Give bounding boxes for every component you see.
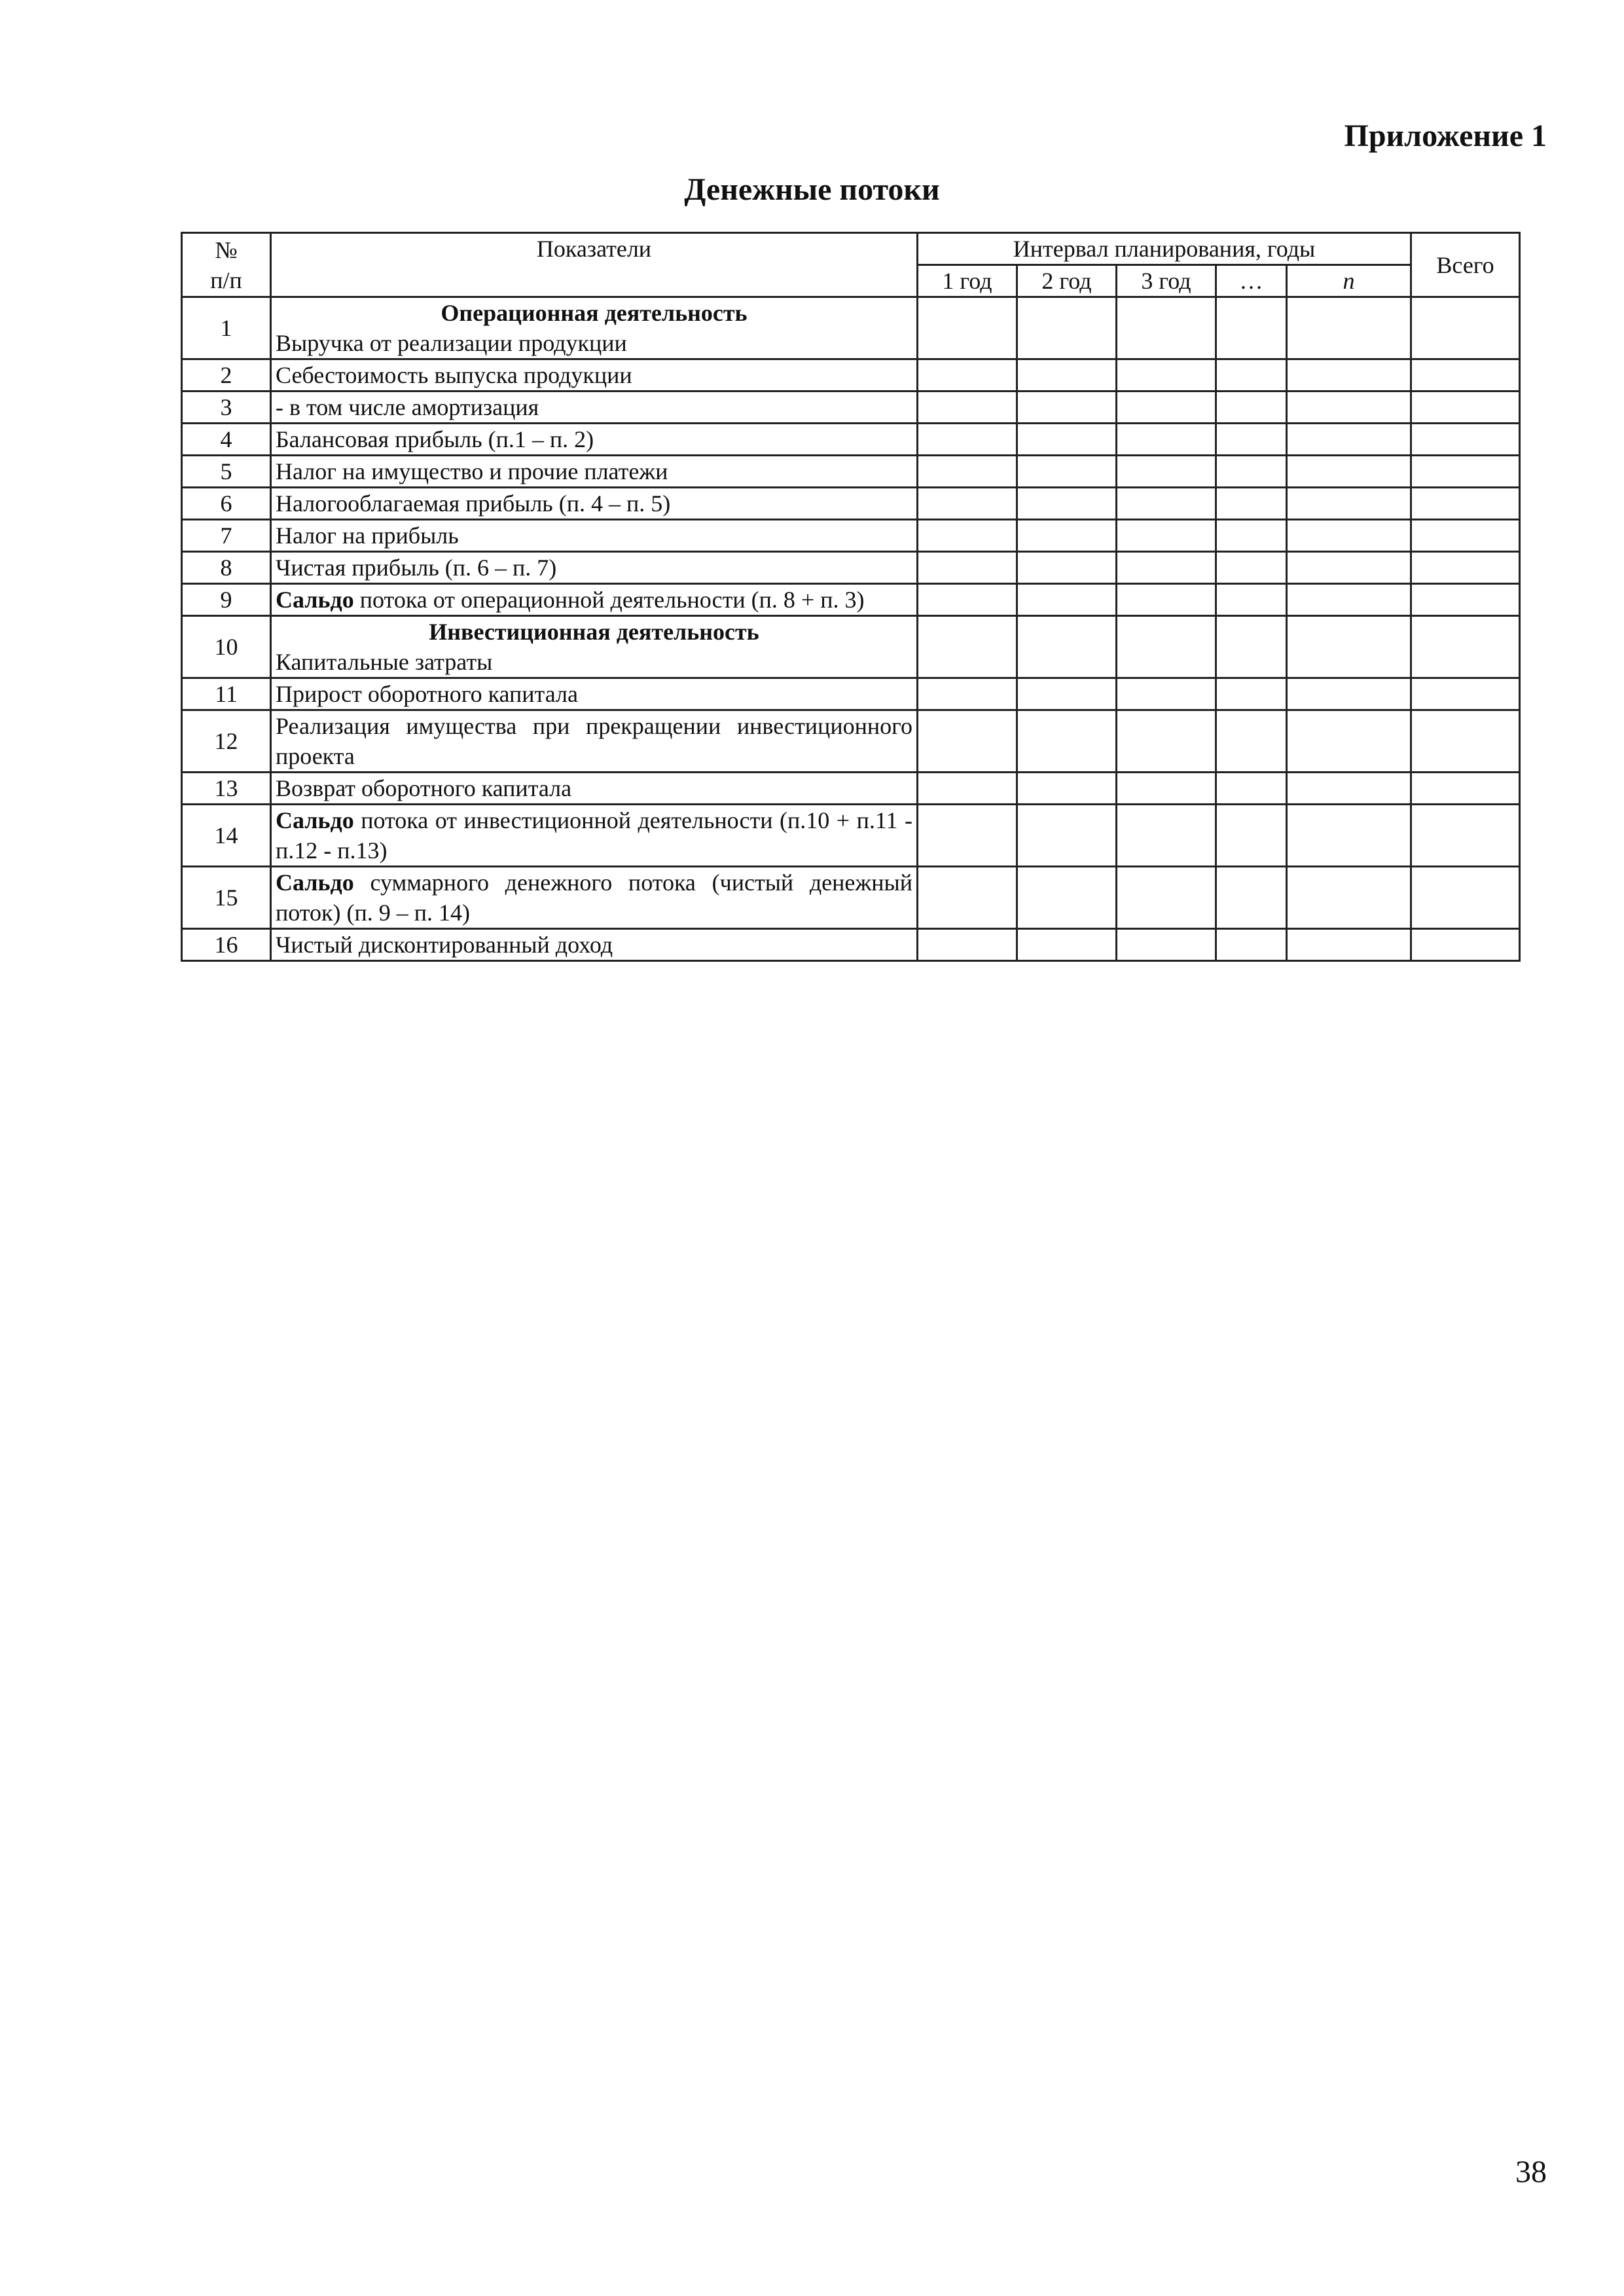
total-value-cell [1411,805,1520,867]
row-number: 10 [182,616,271,678]
year-value-cell [918,867,1017,929]
total-value-cell [1411,710,1520,773]
year-value-cell [1117,359,1216,392]
year-value-cell [918,678,1017,710]
header-num [182,233,271,297]
indicator-text: Капитальные затраты [276,649,493,675]
year-value-cell [1017,805,1117,867]
year-value-cell [1287,584,1411,616]
year-value-cell [1287,552,1411,584]
indicator-text: потока от операционной деятельности (п. 8 + п. 3) [353,587,865,613]
year-value-cell [1287,678,1411,710]
year-value-cell [918,297,1017,359]
year-value-cell [1287,867,1411,929]
total-value-cell [1411,297,1520,359]
header-year-3: 3 год [1117,265,1216,297]
row-indicator [271,678,918,710]
table-row [182,773,1520,805]
indicator-bold: Сальдо [276,807,354,833]
indicator-text: Балансовая прибыль (п.1 – п. 2) [276,426,594,452]
year-value-cell [1017,773,1117,805]
year-value-cell [1287,297,1411,359]
row-number: 4 [182,424,271,456]
year-value-cell [1117,488,1216,520]
year-value-cell [1287,805,1411,867]
year-value-cell [1287,456,1411,488]
year-value-cell [1017,424,1117,456]
year-value-cell [918,359,1017,392]
row-indicator [271,297,918,359]
year-value-cell [1117,710,1216,773]
section-heading: Операционная деятельность [441,300,748,326]
year-value-cell [1216,424,1287,456]
year-value-cell [1216,929,1287,961]
total-value-cell [1411,584,1520,616]
row-indicator [271,456,918,488]
year-value-cell [1017,867,1117,929]
row-number: 7 [182,520,271,552]
table-row [182,456,1520,488]
year-value-cell [1287,710,1411,773]
total-value-cell [1411,552,1520,584]
year-value-cell [1216,520,1287,552]
year-value-cell [1017,488,1117,520]
year-value-cell [918,488,1017,520]
table-row [182,616,1520,678]
row-indicator [271,867,918,929]
header-year-1: 1 год [918,265,1017,297]
indicator-text: Выручка от реализации продукции [276,330,627,356]
table-row [182,359,1520,392]
indicator-text: Реализация имущества при прекращении инвестиционного проекта [276,713,912,769]
year-value-cell [1216,552,1287,584]
year-value-cell [1216,488,1287,520]
year-value-cell [1216,456,1287,488]
row-indicator [271,710,918,773]
table-row [182,710,1520,773]
year-value-cell [1017,392,1117,424]
table-row [182,424,1520,456]
table-row [182,520,1520,552]
indicator-text: Чистая прибыль (п. 6 – п. 7) [276,555,557,581]
year-value-cell [918,424,1017,456]
row-number: 3 [182,392,271,424]
page-number: 38 [1515,2155,1547,2189]
indicator-text: Чистый дисконтированный доход [276,932,613,958]
year-value-cell [1117,424,1216,456]
year-value-cell [1216,297,1287,359]
row-indicator [271,520,918,552]
total-value-cell [1411,456,1520,488]
indicator-text: Прирост оборотного капитала [276,681,578,707]
year-value-cell [1117,805,1216,867]
indicator-text: Налог на имущество и прочие платежи [276,458,668,484]
header-total: Всего [1411,233,1520,297]
year-value-cell [1017,929,1117,961]
year-value-cell [1216,392,1287,424]
total-value-cell [1411,520,1520,552]
table-row [182,678,1520,710]
document-title: Денежные потоки [684,172,940,207]
row-number: 12 [182,710,271,773]
year-value-cell [1017,584,1117,616]
table-row [182,584,1520,616]
section-heading: Инвестиционная деятельность [429,619,759,645]
indicator-text: Налогооблагаемая прибыль (п. 4 – п. 5) [276,490,671,517]
total-value-cell [1411,424,1520,456]
row-indicator [271,773,918,805]
year-value-cell [1117,616,1216,678]
indicator-text: Возврат оборотного капитала [276,775,572,801]
row-number: 16 [182,929,271,961]
total-value-cell [1411,488,1520,520]
indicator-text: Налог на прибыль [276,522,459,549]
table-row [182,552,1520,584]
row-number: 14 [182,805,271,867]
year-value-cell [1216,773,1287,805]
year-value-cell [1287,616,1411,678]
year-value-cell [1287,520,1411,552]
table-row [182,392,1520,424]
year-value-cell [918,456,1017,488]
year-value-cell [1117,584,1216,616]
indicator-text: потока от инвестиционной деятельности (п.10 + п.11 - п.12 - п.13) [276,807,912,864]
year-value-cell [1117,520,1216,552]
row-number: 5 [182,456,271,488]
year-value-cell [1117,297,1216,359]
row-indicator [271,359,918,392]
year-value-cell [1117,552,1216,584]
table-row [182,805,1520,867]
year-value-cell [1216,678,1287,710]
total-value-cell [1411,867,1520,929]
row-indicator [271,488,918,520]
indicator-bold: Сальдо [276,587,354,613]
year-value-cell [1287,424,1411,456]
year-value-cell [918,773,1017,805]
row-indicator [271,929,918,961]
year-value-cell [918,520,1017,552]
header-indicators: Показатели [271,233,918,297]
header-interval: Интервал планирования, годы [918,233,1411,265]
year-value-cell [918,805,1017,867]
table-row [182,929,1520,961]
year-value-cell [918,552,1017,584]
row-number: 9 [182,584,271,616]
year-value-cell [1216,805,1287,867]
row-number: 1 [182,297,271,359]
year-value-cell [918,392,1017,424]
year-value-cell [1017,520,1117,552]
indicator-bold: Сальдо [276,869,354,896]
year-value-cell [1216,867,1287,929]
year-value-cell [1216,710,1287,773]
row-number: 2 [182,359,271,392]
row-indicator [271,392,918,424]
total-value-cell [1411,616,1520,678]
year-value-cell [1287,488,1411,520]
year-value-cell [1216,584,1287,616]
header-year-ellipsis: … [1216,265,1287,297]
indicator-text: суммарного денежного потока (чистый денежный поток) (п. 9 – п. 14) [276,869,912,926]
header-num-line1: № [215,236,238,263]
total-value-cell [1411,359,1520,392]
year-value-cell [918,929,1017,961]
year-value-cell [1117,929,1216,961]
table-row [182,867,1520,929]
indicator-text: Себестоимость выпуска продукции [276,362,632,388]
table-row [182,297,1520,359]
year-value-cell [1017,552,1117,584]
header-num-line2: п/п [210,266,242,293]
year-value-cell [1117,773,1216,805]
year-value-cell [1287,359,1411,392]
total-value-cell [1411,929,1520,961]
year-value-cell [1017,616,1117,678]
row-number: 13 [182,773,271,805]
year-value-cell [1287,929,1411,961]
year-value-cell [1216,359,1287,392]
year-value-cell [1117,678,1216,710]
row-indicator [271,424,918,456]
total-value-cell [1411,392,1520,424]
header-row-1 [182,233,1520,265]
year-value-cell [1017,710,1117,773]
year-value-cell [1216,616,1287,678]
row-number: 15 [182,867,271,929]
year-value-cell [1017,359,1117,392]
year-value-cell [1117,392,1216,424]
row-indicator [271,584,918,616]
year-value-cell [918,616,1017,678]
table-row [182,488,1520,520]
year-value-cell [918,710,1017,773]
row-indicator [271,805,918,867]
year-value-cell [918,584,1017,616]
cash-flows-table [181,232,1521,962]
year-value-cell [1017,456,1117,488]
header-year-n: n [1287,265,1411,297]
year-value-cell [1017,297,1117,359]
row-number: 11 [182,678,271,710]
year-value-cell [1117,867,1216,929]
header-year-2: 2 год [1017,265,1117,297]
year-value-cell [1287,392,1411,424]
appendix-label: Приложение 1 [1344,118,1547,153]
row-number: 8 [182,552,271,584]
year-value-cell [1017,678,1117,710]
total-value-cell [1411,773,1520,805]
row-indicator [271,616,918,678]
year-value-cell [1287,773,1411,805]
row-indicator [271,552,918,584]
row-number: 6 [182,488,271,520]
total-value-cell [1411,678,1520,710]
indicator-text: - в том числе амортизация [276,394,539,420]
year-value-cell [1117,456,1216,488]
